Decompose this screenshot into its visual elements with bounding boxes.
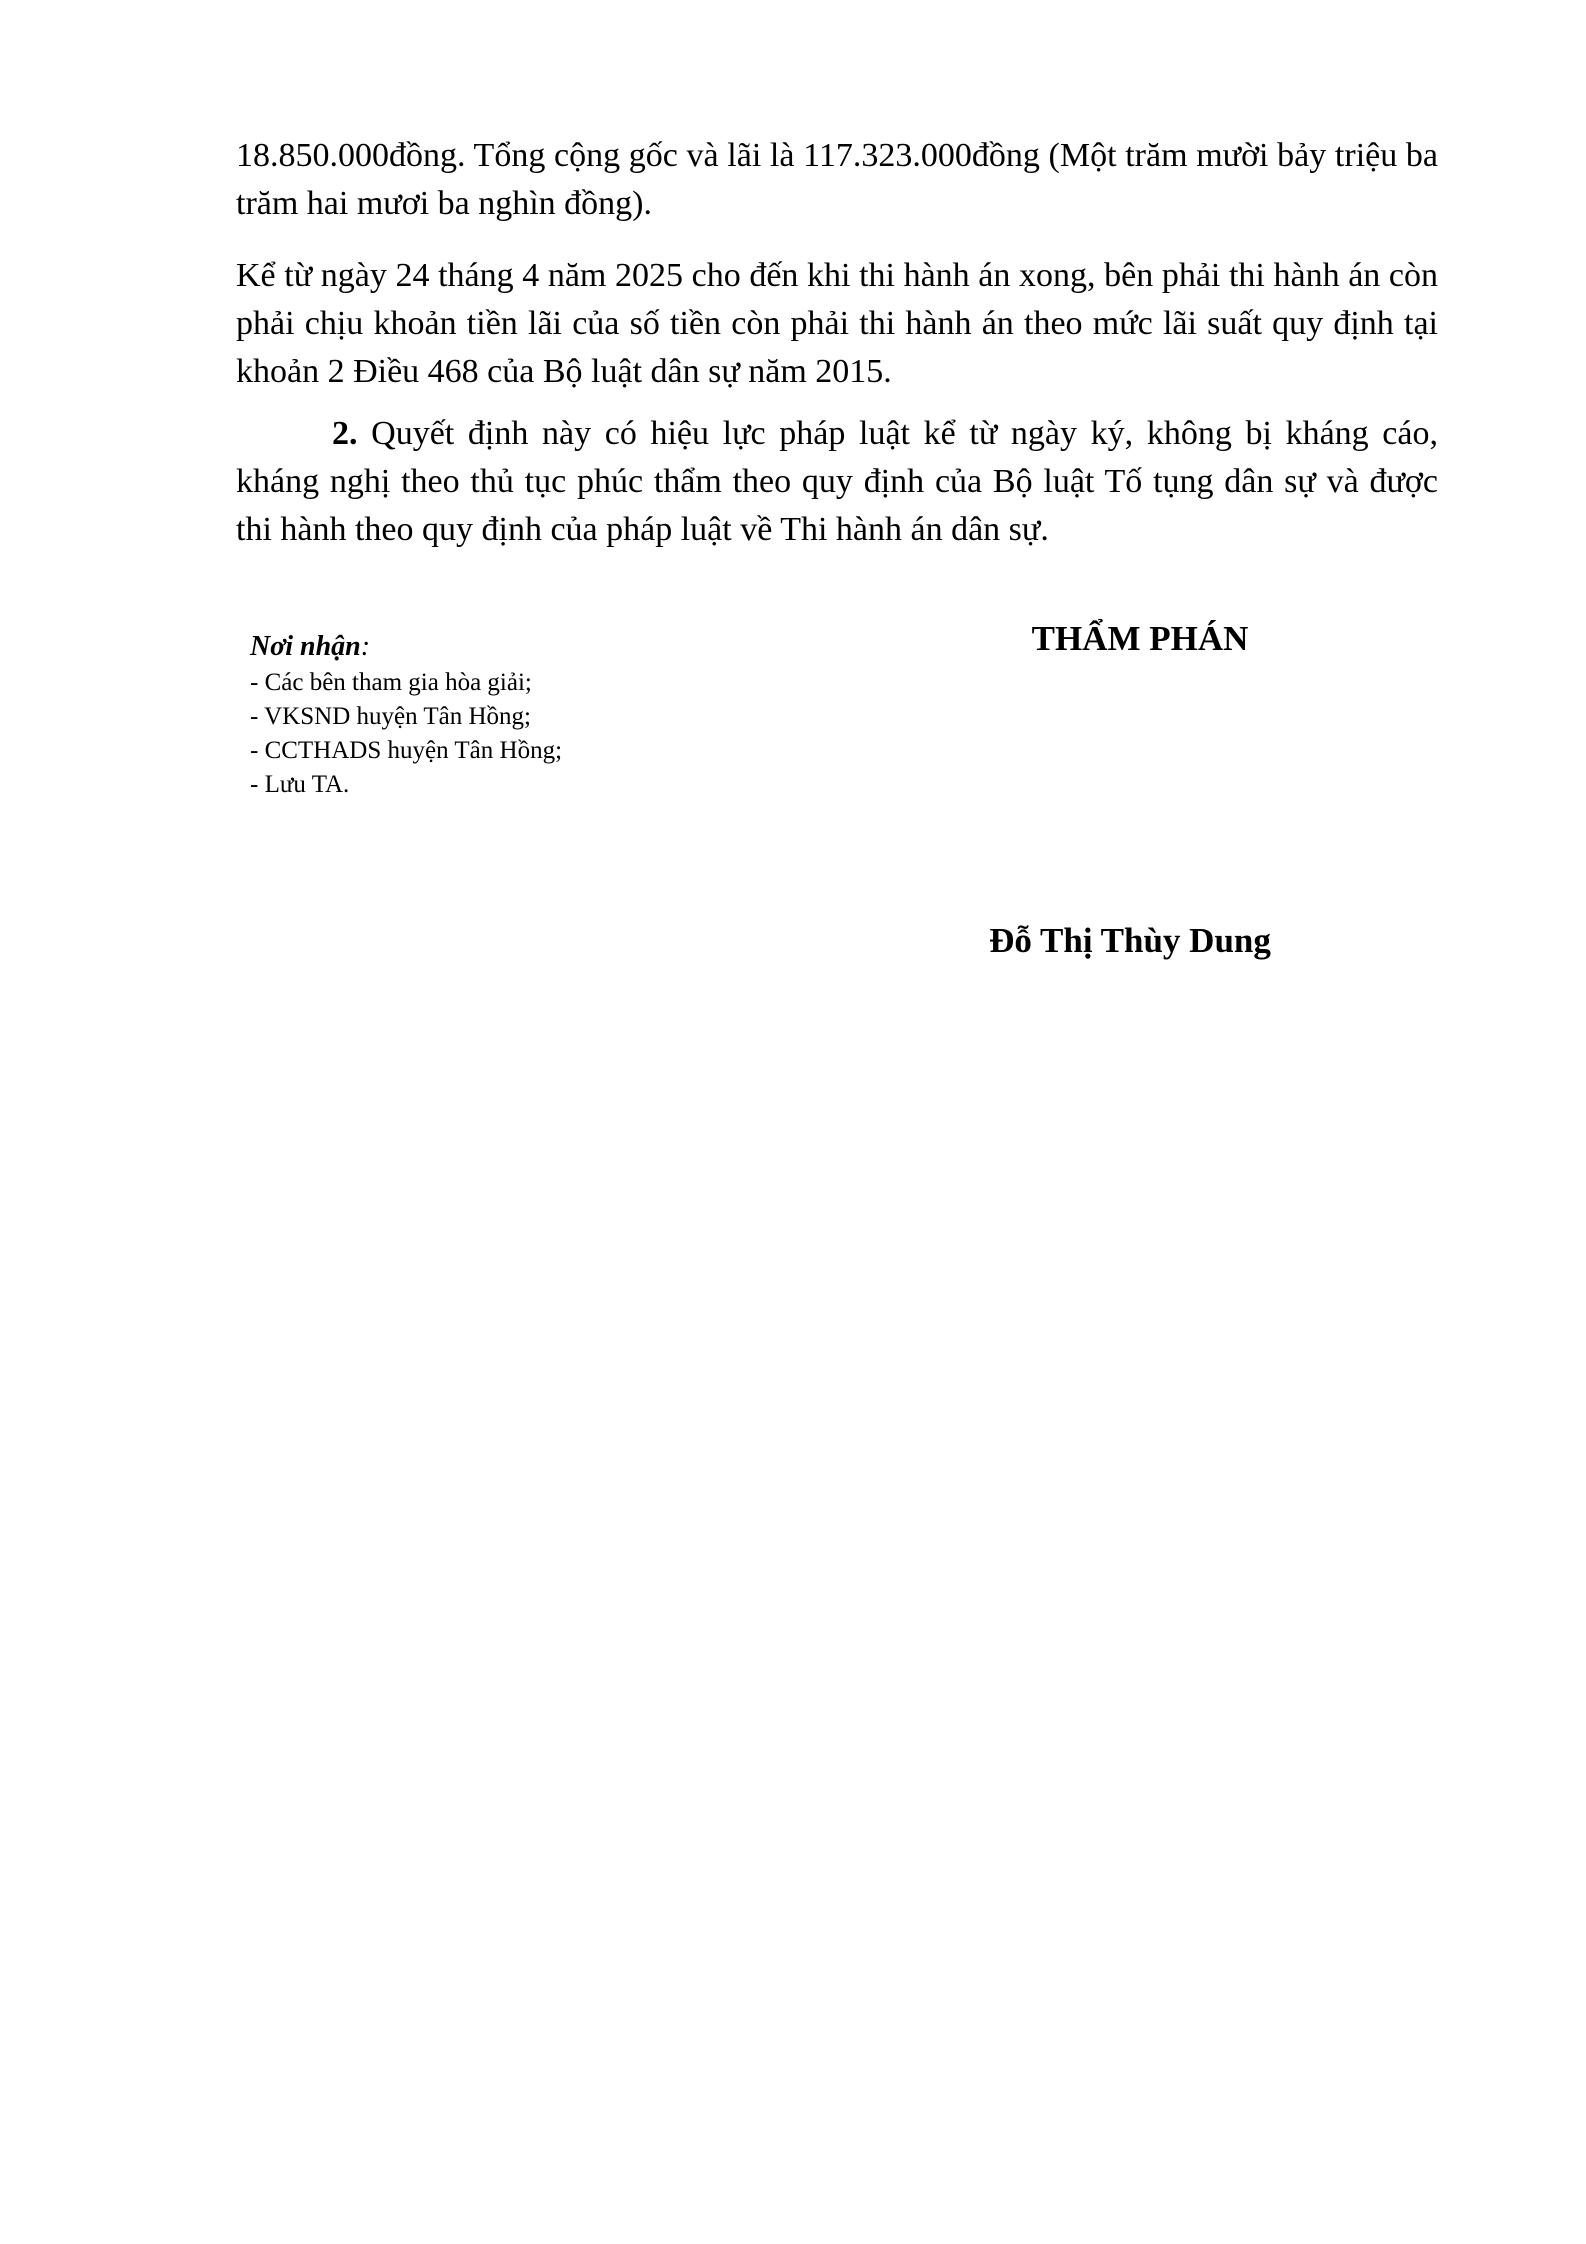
clause-text: Quyết định này có hiệu lực pháp luật kể từ ngày ký, không bị kháng cáo, kháng nghị theo thủ tục phúc thẩm theo quy định của Bộ luật Tố tụng dân sự và được thi hành theo quy định của pháp luật về Thi hành án dân sự. [236,415,1438,548]
recipients-list [250,666,810,802]
recipients-heading-label: Nơi nhận [250,631,361,662]
recipient-item: - VKSND huyện Tân Hồng; [250,700,810,734]
recipient-item: - Lưu TA. [250,768,810,802]
recipient-item: - CCTHADS huyện Tân Hồng; [250,734,810,768]
recipients-block [250,628,810,802]
paragraph-late-interest: Kể từ ngày 24 tháng 4 năm 2025 cho đến khi thi hành án xong, bên phải thi hành án còn phải chịu khoản tiền lãi của số tiền còn phải thi hành án theo mức lãi suất quy định tại khoản 2 Điều 468 của Bộ luật dân sự năm 2015. [236,257,1438,390]
recipients-heading [250,628,810,666]
clause-number: 2. [332,415,358,452]
judge-title: THẨM PHÁN [1031,619,1249,658]
recipient-item: - Các bên tham gia hòa giải; [250,666,810,700]
recipients-heading-colon: : [360,631,371,662]
paragraph-interest-total: 18.850.000đồng. Tổng cộng gốc và lãi là 117.323.000đồng (Một trăm mười bảy triệu ba trăm hai mươi ba nghìn đồng). [236,137,1438,222]
judge-name: Đỗ Thị Thùy Dung [989,921,1271,960]
paragraph-effectiveness [236,410,1438,554]
